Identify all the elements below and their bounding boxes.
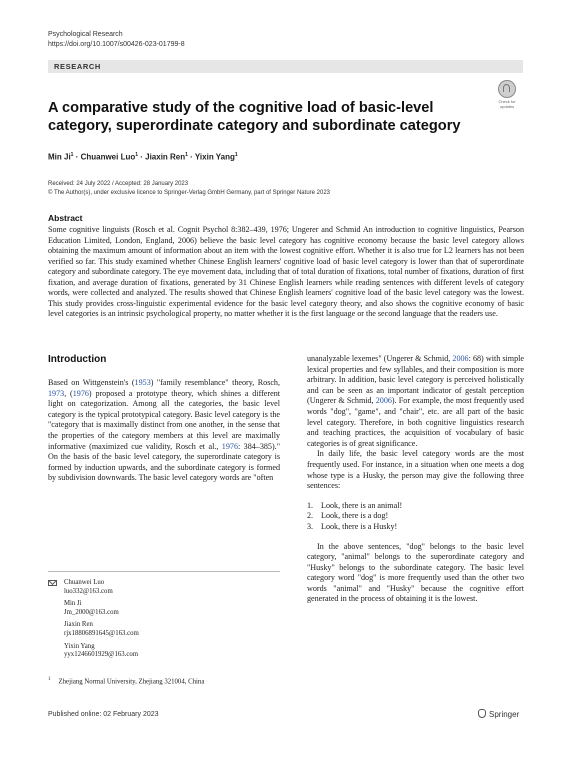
list-item: 1. Look, there is an animal!: [307, 500, 403, 510]
citation-link[interactable]: 1976: [72, 388, 89, 398]
abstract-heading: Abstract: [48, 213, 83, 223]
author-name[interactable]: Jiaxin Ren: [145, 152, 186, 162]
intro-paragraph-3: In the above sentences, "dog" belongs to the basic level category, "animal" belongs to the superordinate category and "Husky" belongs to the subordinate category. The basic level category word "dog" is more frequently used than the other two words "animal" and "Husky" because the cognitive effort generated in the process of obtaining it is the lowest.: [307, 541, 524, 604]
author-name[interactable]: Min Ji: [48, 152, 71, 162]
author-separator: ·: [187, 152, 195, 162]
author-affiliation-marker: 1: [234, 152, 238, 158]
affiliation: [48, 676, 288, 687]
intro-paragraph-2: In daily life, the basic level category words are the most frequently used. For instance, in a situation when one meets a dog whose type is a Husky, the person may give the following three sentences:: [307, 449, 524, 491]
footnote-divider: [48, 571, 280, 572]
list-item: 2. Look, there is a dog!: [307, 511, 389, 521]
contact-name: Min Ji: [64, 600, 82, 608]
contact-entry: [64, 621, 280, 638]
citation-link[interactable]: 2006: [452, 354, 469, 363]
author-affiliation-marker: 1: [185, 152, 188, 158]
section-bar: [48, 60, 523, 73]
springer-logo-icon: [478, 709, 486, 718]
author-affiliation-marker: 1: [135, 152, 139, 158]
author-separator: ·: [73, 152, 81, 162]
doi-link[interactable]: https://doi.org/10.1007/s00426-023-01799-8: [48, 41, 185, 48]
author-list: [48, 152, 238, 162]
copyright-line: © The Author(s), under exclusive licence to Springer-Verlag GmbH Germany, part of Springer Nature 2023: [48, 190, 330, 196]
contact-email[interactable]: Jm_2000@163.com: [64, 608, 119, 616]
contact-email[interactable]: yyx1246601929@163.com: [64, 651, 139, 659]
contact-entry: [64, 643, 280, 660]
contact-name: Yixin Yang: [64, 642, 95, 650]
citation-link[interactable]: 2006: [375, 396, 392, 406]
intro-paragraph-1: Based on Wittgenstein's (1953) "family resemblance" theory, Rosch, 1973, (1976) proposed a prototype theory, which shines a different light on categorization. Among all the categories, the basic level category is the typical prototypical category. Basic level category is the "category that is maximally distinct from one another, in the sense that the properties of the category members at this level are maximally informative (maximized cue validity, Rosch et al., 1976: 384–385)." On the basis of the basic level category, the superordinate category is formed by induction upwards, and the subordinate category is formed by subdivision downwards. The basic level category words are "often: [48, 378, 281, 483]
contact-email[interactable]: luo332@163.com: [64, 587, 113, 595]
contact-name: Chuanwei Luo: [64, 579, 105, 586]
correspondence-block: [48, 579, 280, 664]
publisher-logo[interactable]: [478, 709, 519, 719]
author-separator: ·: [138, 152, 146, 162]
published-date: Published online: 02 February 2023: [48, 711, 159, 718]
intro-paragraph-continued: unanalyzable lexemes" (Ungerer & Schmid, 2006: 68) with simple lexical properties and few syllables, and their composition is more arbitrary. In addition, basic level category is perceived holistically and can be seen as an important indicator of gestalt perception (Ungerer & Schmid, 2006). For example, the most frequently used words "dog", "game", and "chair", etc. are all part of the basic level category. Therefore, in both cognitive linguistics research and teaching practices, the acquisition of vocabulary of basic categories is of great significance.: [307, 354, 524, 448]
publisher-name: Springer: [489, 710, 520, 719]
crossmark-icon: [498, 80, 516, 98]
introduction-heading: Introduction: [48, 354, 107, 365]
contact-entry: [64, 579, 280, 596]
right-column: [307, 354, 524, 605]
author-name[interactable]: Yixin Yang: [194, 152, 235, 162]
citation-link[interactable]: 1953: [134, 378, 151, 387]
author-affiliation-marker: 1: [70, 152, 74, 158]
list-item: 3. Look, there is a Husky!: [307, 521, 398, 531]
mail-icon: [48, 580, 57, 586]
journal-name: Psychological Research: [48, 31, 123, 38]
badge-text: Check for updates: [498, 99, 516, 109]
article-title: A comparative study of the cognitive load of basic-level category, superordinate category and subordinate category: [48, 100, 461, 134]
contact-email[interactable]: rjx18806891645@163.com: [64, 629, 139, 637]
section-label: RESEARCH: [54, 62, 101, 71]
affiliation-text: Zhejiang Normal University, Zhejiang 321004, China: [58, 678, 205, 686]
example-sentence-list: [307, 501, 524, 533]
citation-link[interactable]: 1973: [48, 388, 65, 398]
article-dates: Received: 24 July 2022 / Accepted: 28 January 2023: [48, 181, 189, 187]
affiliation-number: 1: [48, 677, 51, 682]
author-name[interactable]: Chuanwei Luo: [80, 152, 136, 162]
citation-link[interactable]: 1976: [221, 441, 238, 451]
contact-entry: [64, 600, 280, 617]
check-for-updates-badge[interactable]: [492, 80, 522, 110]
contact-name: Jiaxin Ren: [64, 621, 93, 629]
left-column: [48, 378, 280, 484]
abstract-text: Some cognitive linguists (Rosch et al. Cognit Psychol 8:382–439, 1976; Ungerer and Schmid An introduction to cognitive linguistics, Pearson Education Limited, London, England, 2006) believe the basic level category has cognitive economy because the basic level category allows obtaining the maximum amount of information about an item with the lowest cognitive effort. Whether it is also true for L2 learners has not been verified so far. This study examined whether Chinese English learners' cognitive load of basic level category is lower than that of superordinate category and subordinate category. The eye movement data, including that of total duration of fixations, total number of fixations, duration of first fixation, and average duration of fixations, generated by 31 Chinese English learners while reading sentences with different levels of category words, were collected and analyzed. The results showed that Chinese English learners' cognitive load of the basic level category was the lowest. This study provides cross-linguistic experimental evidence for the basic level category theory, and also shows the cognitive economy of basic level categories is an intrinsic psychological property, no matter whether it is the first language or the second language that the readers use.: [48, 225, 524, 318]
